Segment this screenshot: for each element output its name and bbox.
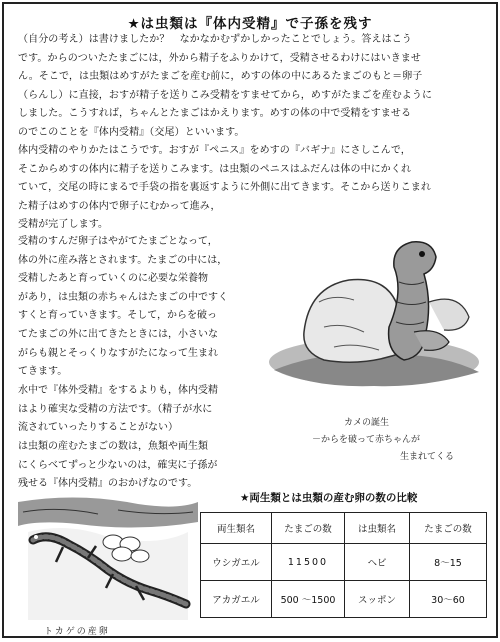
egg-count-table [200, 512, 487, 618]
text-line: 受精のすんだ卵子はやがてたまごとなって， [18, 236, 218, 247]
table-cell: スッポン [345, 581, 410, 618]
table-cell: 8～15 [410, 544, 487, 581]
table-cell: 500 ～1500 [272, 581, 345, 618]
text-line: 残せる『体内受精』のおかげなのです。 [18, 478, 198, 490]
turtle-caption [304, 415, 474, 466]
table-row [201, 581, 487, 618]
column-header: 両生類名 [201, 513, 272, 544]
paragraph-egg-count [18, 438, 250, 494]
text-line: てきます。 [18, 366, 68, 378]
turtle-hatching-illustration [264, 232, 486, 392]
text-line: てたまごの外に出てきたときには，小さいな [18, 328, 218, 340]
text-line: た精子はめすの体内で卵子にむかって進み， [18, 200, 221, 212]
column-header: は虫類名 [345, 513, 410, 544]
text-line: にくらべてずっと少ないのは，確実に子孫が [18, 459, 218, 471]
table-title: ★両生類とは虫類の産む卵の数の比較 [240, 492, 418, 504]
text-line: （自分の考え）は書けましたか？ なかなかむずかしかったことでしょう。答えはこう [18, 34, 412, 45]
lizard-caption: トカゲの産卵 [44, 627, 110, 637]
page-title: ★は虫類は『体内受精』で子孫を残す [127, 16, 373, 32]
text-line: 流されていったりすることがない） [18, 422, 178, 434]
table-cell: 11500 [272, 544, 345, 581]
table-cell: アカガエル [201, 581, 272, 618]
text-line: のでこのことを『体内受精』（交尾）といいます。 [18, 126, 245, 138]
text-line: しました。こうすれば，ちゃんとたまごはかえります。めすの体の中で受精をすませる [18, 108, 412, 120]
text-line: はより確実な受精の方法です。（精子が水に [18, 403, 213, 415]
caption-line: 生まれてくる [400, 452, 455, 462]
text-line: があり，は虫類の赤ちゃんはたまごの中ですく [18, 291, 228, 303]
paragraph-method [18, 142, 482, 235]
text-line: 受精が完了します。 [18, 219, 109, 231]
column-header: たまごの数 [272, 513, 345, 544]
caption-line: カメの誕生 [344, 418, 390, 428]
table-cell: ヘビ [345, 544, 410, 581]
table-header-row [201, 513, 487, 544]
caption-line: －からを破って赤ちゃんが [312, 435, 421, 445]
text-line: です。からのついたたまごには，外から精子をふりかけて，受精させるわけにはいきませ [18, 52, 421, 64]
paragraph-egg-development [18, 233, 250, 382]
paragraph-answer [18, 31, 482, 143]
lizard-laying-eggs-illustration [18, 492, 198, 620]
text-line: ん。そこで，は虫類はめすがたまごを産む前に，めすの体の中にあるたまごのもと＝卵子 [18, 71, 423, 83]
column-header: たまごの数 [410, 513, 487, 544]
text-line: すくと育っていきます。そして，からを破っ [18, 310, 217, 322]
text-line: 体内受精のやりかたはこうです。おすが『ペニス』をめすの『バギナ』にさしこんで， [18, 145, 411, 156]
table-cell: 30～60 [410, 581, 487, 618]
text-line: は虫類の産むたまごの数は，魚類や両生類 [18, 441, 208, 452]
table-row [201, 544, 487, 581]
text-line: 体の外に産み落とされます。たまごの中には， [18, 254, 228, 266]
text-line: そこからめすの体内に精子を送りこみます。は虫類のペニスはふだんは体の中にかくれ [18, 163, 412, 175]
text-line: （らんし）に直接，おすが精子を送りこみ受精をすませてから，めすがたまごを産むように [18, 89, 433, 101]
text-line: 水中で『体外受精』をするよりも，体内受精 [18, 385, 218, 396]
paragraph-fertilization-comparison [18, 382, 250, 438]
table-cell: ウシガエル [201, 544, 272, 581]
text-line: ていて，交尾の時にまるで手袋の指を裏返すように外側に出てきます。そこから送りこまれ [18, 182, 431, 194]
text-line: がらも親とそっくりなすがたになって生まれ [18, 347, 218, 359]
document-page [2, 2, 498, 638]
text-line: 受精したあと育っていくのに必要な栄養物 [18, 273, 208, 285]
